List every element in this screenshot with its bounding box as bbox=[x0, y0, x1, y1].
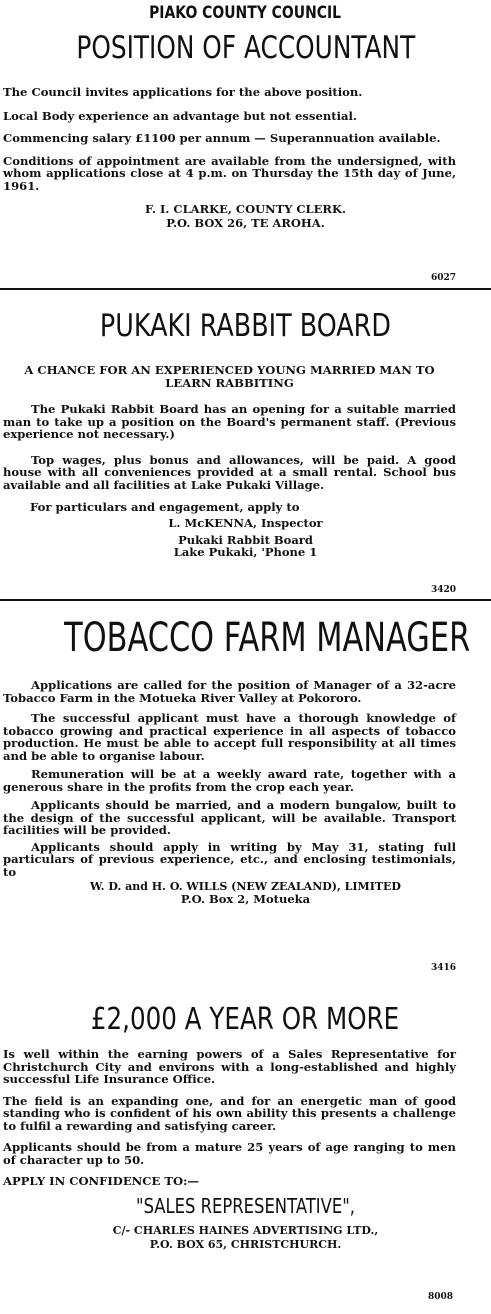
ad3-signature-company: W. D. and H. O. WILLS (NEW ZEALAND), LIMITED bbox=[90, 880, 401, 893]
ad2-para-2: Top wages, plus bonus and allowances, will be paid. A good house with all conveniences provided at a small rental. School bus available and all facilities at Lake Pukaki Village. bbox=[3, 452, 456, 492]
ad2-subhead: A CHANCE FOR AN EXPERIENCED YOUNG MARRIED MAN TO LEARN RABBITING bbox=[24, 363, 435, 390]
ad1-signature-name: F. I. CLARKE, COUNTY CLERK. bbox=[145, 202, 346, 216]
ad1-signature-address: P.O. BOX 26, TE AROHA. bbox=[166, 216, 325, 230]
ad1-headline: POSITION OF ACCOUNTANT bbox=[76, 30, 415, 66]
ad4-headline: £2,000 A YEAR OR MORE bbox=[91, 1002, 400, 1037]
ad-pukaki-rabbit-board bbox=[0, 290, 491, 598]
ad4-para-1: Is well within the earning powers of a Sales Representative for Christchurch City and environs with a long-established and highly successful Life Insurance Office. bbox=[3, 1047, 456, 1086]
ad2-para-3: For particulars and engagement, apply to bbox=[30, 500, 300, 514]
ad3-para-2: The successful applicant must have a thorough knowledge of tobacco growing and practical experience in all aspects of tobacco production. He must be able to accept full responsibility at all times and be able to organise labour. bbox=[3, 711, 456, 763]
ad-sales-representative bbox=[0, 978, 491, 1314]
ad3-signature-address: P.O. Box 2, Motueka bbox=[180, 892, 311, 906]
ad3-headline: TOBACCO FARM MANAGER bbox=[64, 615, 471, 661]
ad-tobacco-farm-manager bbox=[0, 601, 491, 978]
ad3-reference-number: 3416 bbox=[430, 963, 456, 973]
ad4-signature-agency: C/- CHARLES HAINES ADVERTISING LTD., bbox=[112, 1223, 379, 1237]
ad1-para-2: Local Body experience an advantage but not essential. bbox=[3, 108, 357, 123]
ad1-para-3: Commencing salary £1100 per annum — Superannuation available. bbox=[3, 131, 441, 145]
ad4-para-2: The field is an expanding one, and for an energetic man of good standing who is confident of his own ability this presents a challenge to fulfil a rewarding and satisfying career. bbox=[3, 1093, 456, 1133]
ad4-signature-address: P.O. BOX 65, CHRISTCHURCH. bbox=[149, 1237, 342, 1251]
ad2-headline: PUKAKI RABBIT BOARD bbox=[99, 308, 391, 344]
ad2-signature-address: Lake Pukaki, 'Phone 1 bbox=[173, 544, 318, 559]
ad3-para-1: Applications are called for the position of Manager of a 32-acre Tobacco Farm in the Motueka River Valley at Pokororo. bbox=[3, 678, 456, 705]
ad2-reference-number: 3420 bbox=[430, 585, 456, 595]
ad2-signature-org: Pukaki Rabbit Board bbox=[178, 532, 313, 547]
ad4-apply-line: APPLY IN CONFIDENCE TO:— bbox=[3, 1174, 199, 1188]
ad1-reference-number: 6027 bbox=[430, 273, 456, 283]
ad4-para-3: Applicants should be from a mature 25 years of age ranging to men of character up to 50. bbox=[3, 1140, 456, 1167]
ad1-kicker: PIAKO COUNTY COUNCIL bbox=[149, 3, 342, 23]
ad2-signature-name: L. McKENNA, Inspector bbox=[168, 515, 323, 530]
ad-piako-county-council bbox=[0, 0, 491, 288]
ad3-para-4: Applicants should be married, and a modern bungalow, built to the design of the successful applicant, will be available. Transport facilities will be provided. bbox=[3, 798, 456, 837]
ad2-para-1: The Pukaki Rabbit Board has an opening for a suitable married man to take up a position on the Board's permanent staff. (Previous experience not necessary.) bbox=[3, 402, 456, 441]
ad1-para-1: The Council invites applications for the above position. bbox=[3, 85, 363, 99]
ad1-para-4: Conditions of appointment are available from the undersigned, with whom applications close at 4 p.m. on Thursday the 15th day of June, 1961. bbox=[3, 153, 456, 193]
ad4-addressee: "SALES REPRESENTATIVE", bbox=[136, 1193, 355, 1218]
ad3-para-3: Remuneration will be at a weekly award rate, together with a generous share in the profits from the crop each year. bbox=[3, 767, 456, 794]
ad4-reference-number: 8008 bbox=[427, 1292, 453, 1302]
ad3-para-5: Applicants should apply in writing by May 31, stating full particulars of previous experience, etc., and enclosing testimonials, to bbox=[3, 839, 456, 879]
